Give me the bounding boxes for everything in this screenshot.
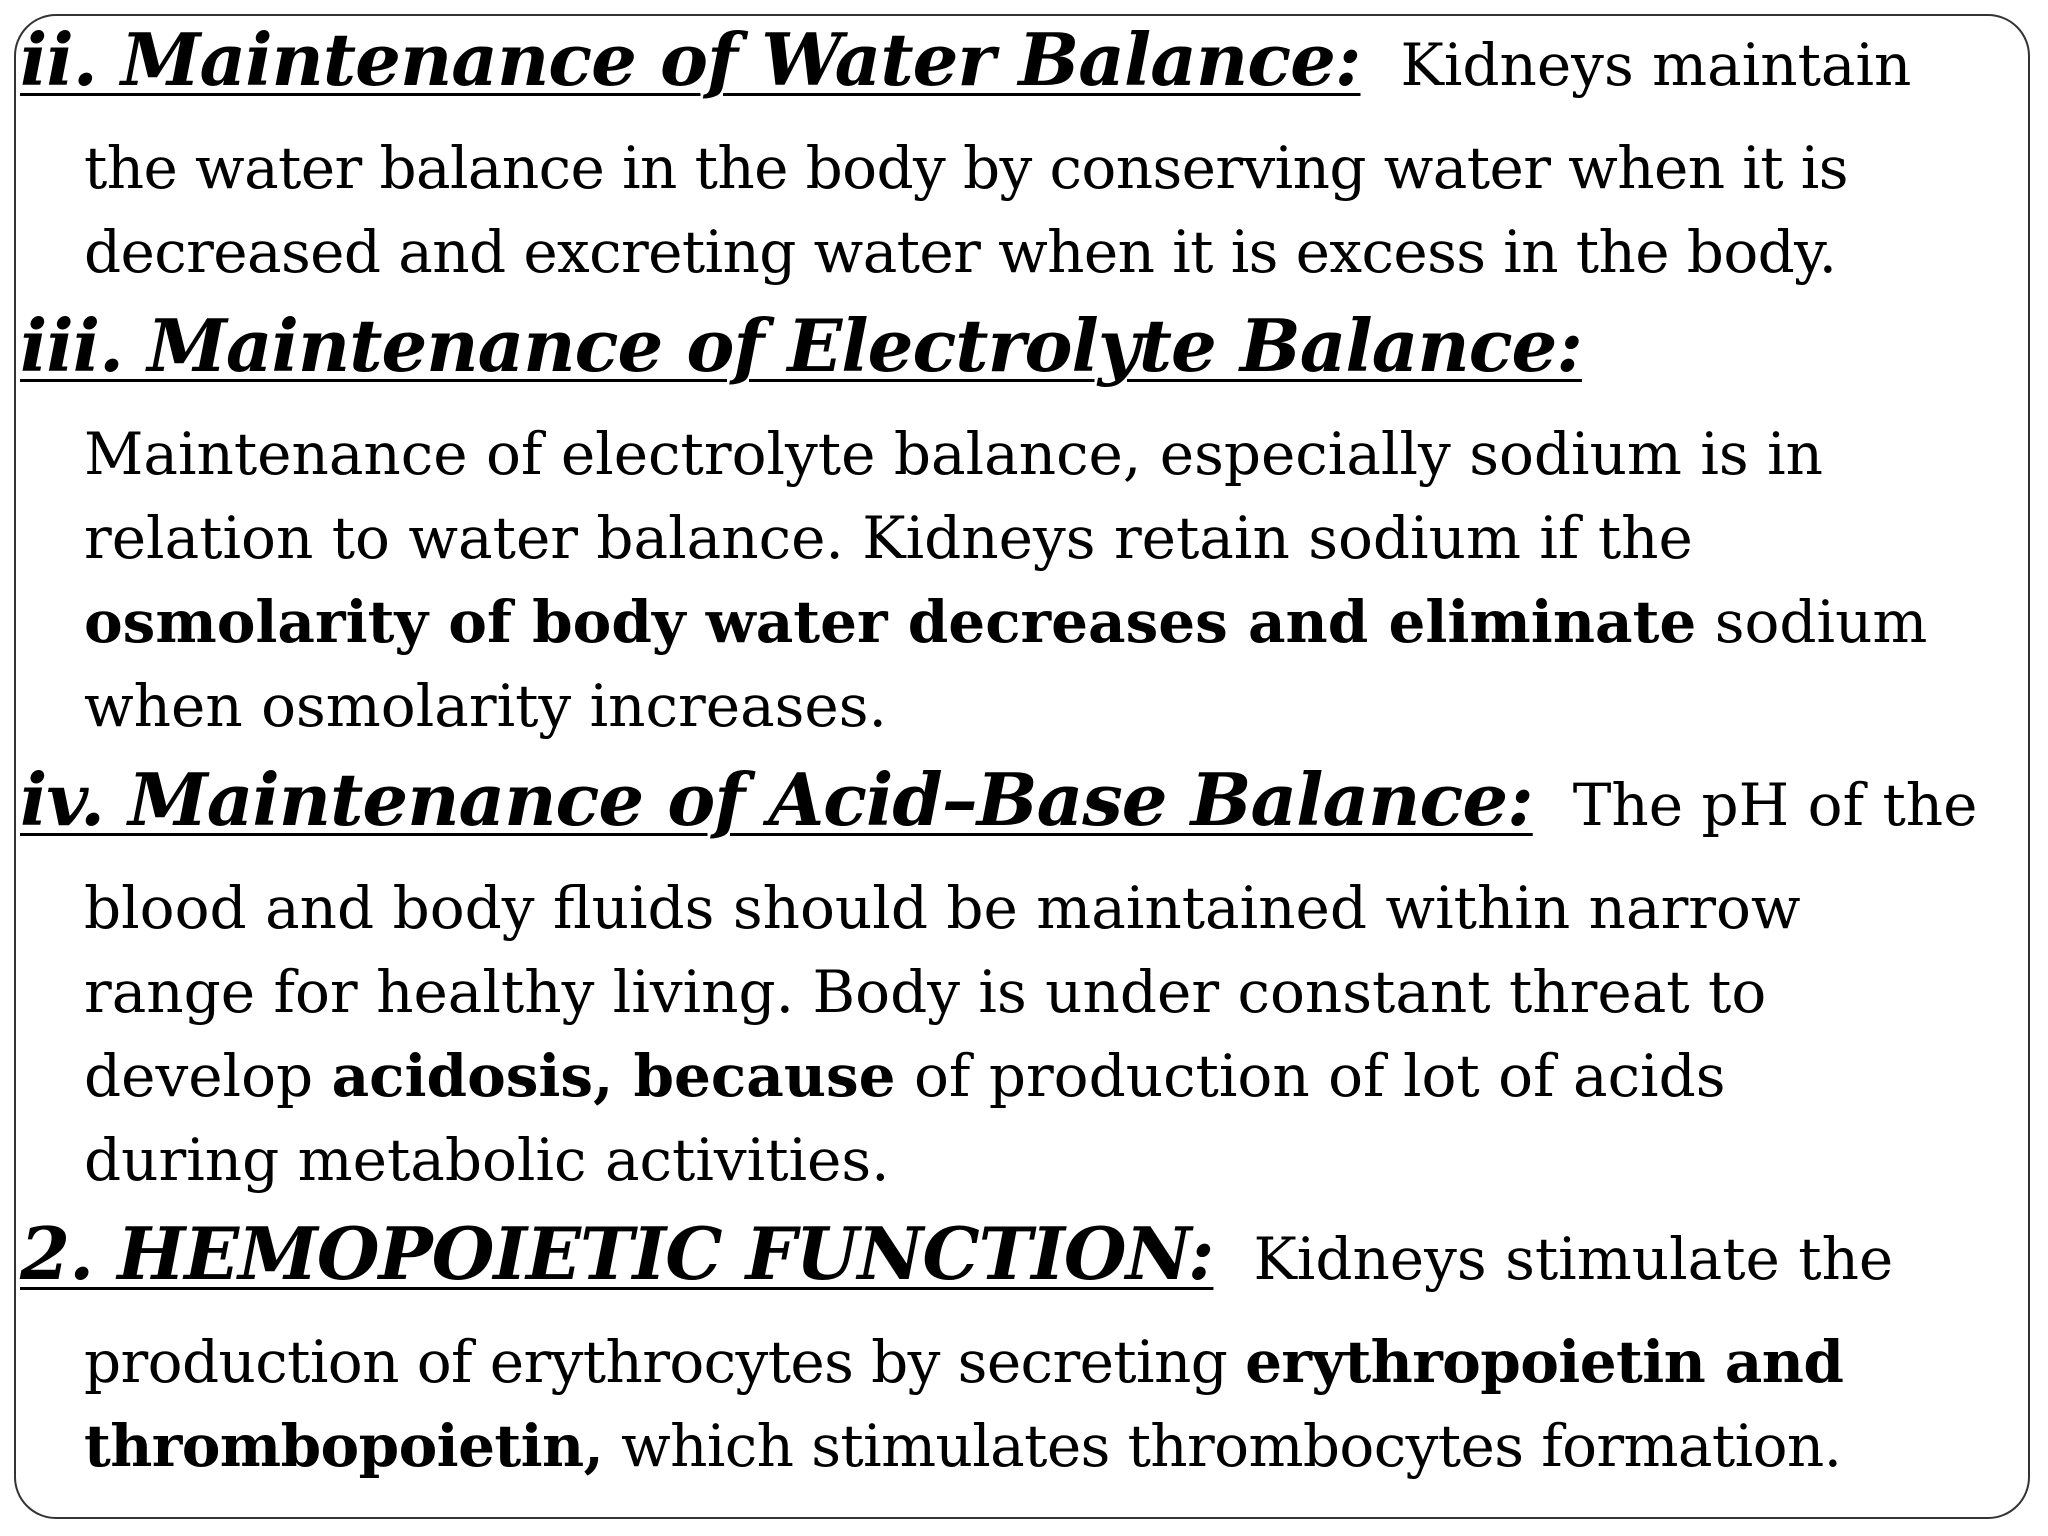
acid-base-line-3 (20, 1034, 2020, 1118)
hemopoietic-function-heading: 2. HEMOPOIETIC FUNCTION: (20, 1211, 1214, 1296)
electrolyte-heading-row (20, 300, 2020, 412)
water-heading-row (20, 14, 2020, 126)
hemopoietic-line-1-start: production of erythrocytes by secreting (84, 1328, 1246, 1396)
erythropoietin-bold-text: erythropoietin and (1245, 1328, 1844, 1396)
acid-base-lead-text: The pH of the (1572, 771, 1978, 839)
water-line-2: decreased and excreting water when it is excess in the body. (84, 218, 1837, 286)
acid-base-line-4: during metabolic activities. (84, 1126, 890, 1194)
acid-base-line-1: blood and body fluids should be maintained within narrow (84, 874, 1801, 942)
section-water-balance (20, 14, 2020, 294)
hemopoietic-line-2-rest: which stimulates thrombocytes formation. (603, 1412, 1842, 1480)
hemopoietic-line-2 (20, 1404, 2020, 1488)
acid-base-balance-heading: iv. Maintenance of Acid–Base Balance: (20, 757, 1533, 842)
section-acid-base-balance (20, 754, 2020, 1202)
electrolyte-balance-heading: iii. Maintenance of Electrolyte Balance: (20, 303, 1582, 388)
water-lead-text: Kidneys maintain (1400, 31, 1912, 99)
acid-base-line-3-rest: of production of lot of acids (895, 1042, 1726, 1110)
water-line-1: the water balance in the body by conserving water when it is (84, 134, 1848, 202)
electrolyte-line-3 (20, 580, 2020, 664)
osmolarity-bold-text: osmolarity of body water decreases and eliminate (84, 588, 1697, 656)
section-electrolyte-balance (20, 300, 2020, 748)
hemopoietic-line-1 (20, 1320, 2020, 1404)
acid-base-line-2: range for healthy living. Body is under constant threat to (84, 958, 1767, 1026)
hemopoietic-heading-row (20, 1208, 2020, 1320)
electrolyte-line-1: Maintenance of electrolyte balance, especially sodium is in (84, 420, 1824, 488)
electrolyte-line-2: relation to water balance. Kidneys retain sodium if the (84, 504, 1693, 572)
hemopoietic-lead-text: Kidneys stimulate the (1253, 1225, 1894, 1293)
thrombopoietin-bold-text: thrombopoietin, (84, 1412, 604, 1480)
electrolyte-line-4: when osmolarity increases. (84, 672, 887, 740)
water-balance-heading: ii. Maintenance of Water Balance: (20, 17, 1361, 102)
acidosis-bold-text: acidosis, because (331, 1042, 896, 1110)
acid-base-heading-row (20, 754, 2020, 866)
section-hemopoietic-function (20, 1208, 2020, 1488)
acid-base-line-3-start: develop (84, 1042, 332, 1110)
slide-content (20, 14, 2020, 1514)
electrolyte-line-3-rest: sodium (1696, 588, 1928, 656)
